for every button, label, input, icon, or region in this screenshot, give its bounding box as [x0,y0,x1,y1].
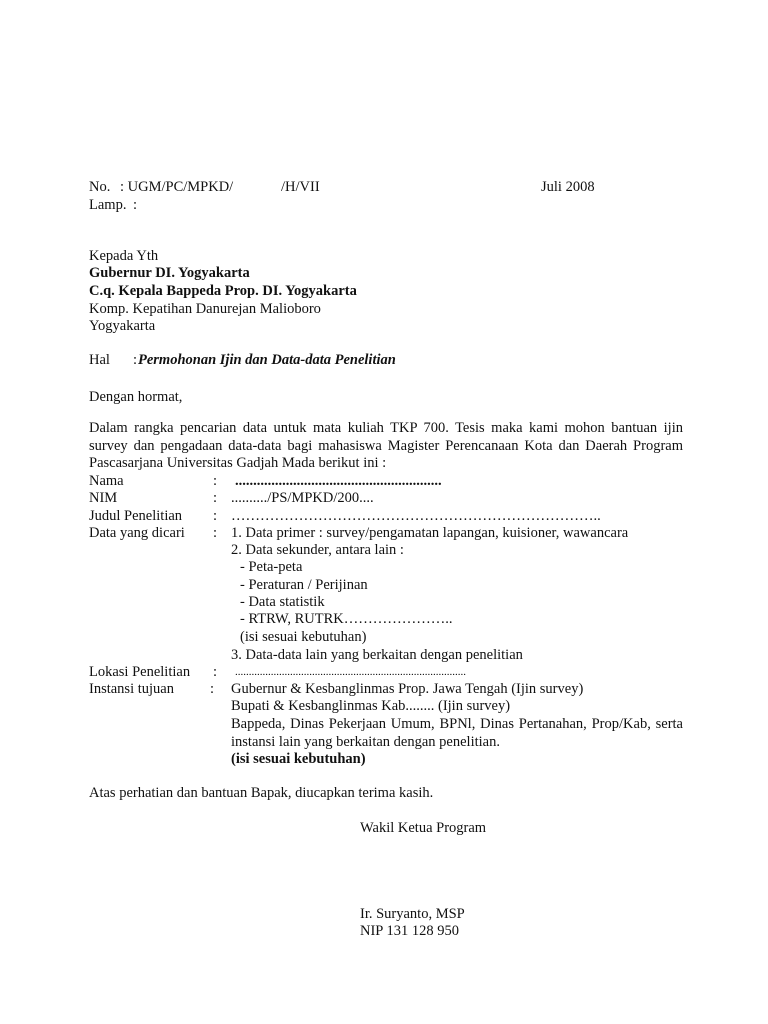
data-subitem-peta: - Peta-peta [240,559,303,575]
field-colon: : [213,664,218,680]
field-lokasi-value: .................................................................................... [235,666,466,678]
recipient-greeting: Kepada Yth [89,248,159,264]
subject-text: Permohonan Ijin dan Data-data Penelitian [138,352,396,368]
data-item-3: 3. Data-data lain yang berkaitan dengan penelitian [231,647,523,663]
subject-colon: : [133,352,138,368]
data-subitem-statistik: - Data statistik [240,594,325,610]
letter-date: Juli 2008 [541,179,595,195]
signature-name: Ir. Suryanto, MSP [360,906,465,922]
field-data-label: Data yang dicari [89,525,185,541]
recipient-line-2: C.q. Kepala Bappeda Prop. DI. Yogyakarta [89,283,357,299]
field-colon: : [213,525,218,541]
instansi-item-1: Gubernur & Kesbanglinmas Prop. Jawa Tengah (Ijin survey) [231,681,584,697]
recipient-line-4: Yogyakarta [89,318,156,334]
recipient-line-1: Gubernur DI. Yogyakarta [89,265,250,281]
salutation: Dengan hormat, [89,389,183,405]
data-subitem-rtrw: - RTRW, RUTRK………………….. [240,611,453,627]
instansi-item-2: Bupati & Kesbanglinmas Kab........ (Ijin survey) [231,698,511,714]
field-colon: : [210,681,215,697]
data-item-1: 1. Data primer : survey/pengamatan lapangan, kuisioner, wawancara [231,525,629,541]
field-nim-label: NIM [89,490,118,506]
subject-label: Hal [89,352,110,368]
signature-title: Wakil Ketua Program [360,820,487,836]
field-judul-label: Judul Penelitian [89,508,183,524]
number-suffix: /H/VII [281,179,320,195]
instansi-note: (isi sesuai kebutuhan) [231,751,366,767]
field-nama-value: ......................................................... [235,473,442,489]
field-instansi-label: Instansi tujuan [89,681,174,697]
recipient-line-3: Komp. Kepatihan Danurejan Malioboro [89,301,321,317]
field-nama-label: Nama [89,473,124,489]
signature-nip: NIP 131 128 950 [360,923,459,939]
instansi-item-3: Bappeda, Dinas Pekerjaan Umum, BPNl, Dinas Pertanahan, Prop/Kab, serta instansi lain yang berkaitan dengan penelitian. [231,716,683,750]
number-value: : UGM/PC/MPKD/ [120,179,234,195]
data-subitem-peraturan: - Peraturan / Perijinan [240,577,368,593]
field-colon: : [213,473,218,489]
field-colon: : [213,490,218,506]
intro-paragraph: Dalam rangka pencarian data untuk mata kuliah TKP 700. Tesis maka kami mohon bantuan ijin survey dan pengadaan data-data bagi mahasiswa Magister Perencanaan Kota dan Daerah Program Pascasarjana Universitas Gadjah Mada berikut ini : [89,420,683,471]
attachment-label: Lamp. [89,197,127,213]
field-lokasi-label: Lokasi Penelitian [89,664,191,680]
field-nim-value: ........../PS/MPKD/200.... [231,490,374,506]
closing-sentence: Atas perhatian dan bantuan Bapak, diucapkan terima kasih. [89,785,434,801]
attachment-value: : [133,197,138,213]
data-item-2: 2. Data sekunder, antara lain : [231,542,404,558]
data-subitem-note: (isi sesuai kebutuhan) [240,629,367,645]
field-judul-value: ………………………………………………………………….. [231,508,601,524]
number-label: No. [89,179,111,195]
field-colon: : [213,508,218,524]
